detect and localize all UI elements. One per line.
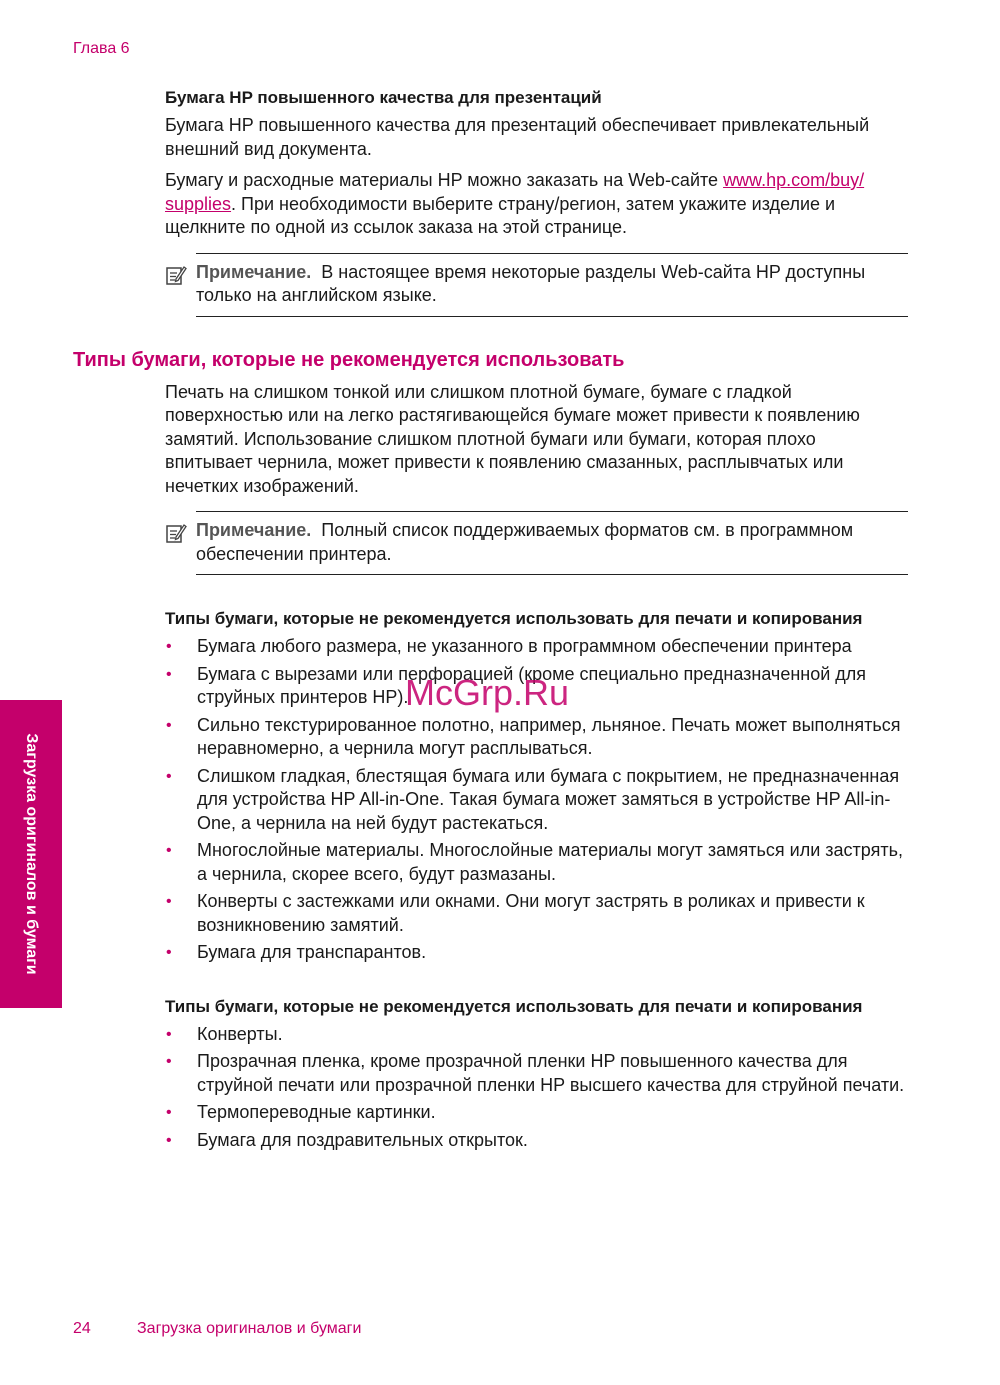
paragraph-text: Бумагу и расходные материалы HP можно заказать на Web-сайте — [165, 170, 724, 190]
paragraph-order-supplies — [165, 169, 908, 240]
section-heading-presentation-paper: Бумага HP повышенного качества для презентаций — [165, 88, 602, 107]
hp-supplies-link-continued[interactable]: supplies — [165, 193, 232, 214]
note-text: В настоящее время некоторые разделы Web-сайта HP доступны только на английском языке. — [196, 261, 866, 305]
watermark: McGrp.Ru — [405, 672, 570, 713]
chapter-label: Глава 6 — [73, 40, 130, 57]
bullet-list — [165, 1023, 908, 1153]
section-heading-not-recommended: Типы бумаги, которые не рекомендуется использовать — [73, 348, 625, 371]
note-label: Примечание. — [196, 520, 312, 540]
paragraph: Печать на слишком тонкой или слишком плотной бумаге, бумаге с гладкой поверхностью или на легко растягивающейся бумаге может привести к появлению замятий. Использование слишком плотной бумаги или бумаги, которая плохо впитывает чернила, может привести к появлению смазанных, расплывчатых или нечетких изображений. — [165, 381, 860, 496]
paragraph-text: . При необходимости выберите страну/регион, затем укажите изделие и щелкните по одной из ссылок заказа на этой странице. — [165, 193, 836, 237]
list-item: • Многослойные материалы. Многослойные материалы могут замяться или застрять, а чернила, скорее всего, будут размазаны. — [165, 839, 908, 886]
side-tab-label: Загрузка оригиналов и бумаги — [23, 733, 40, 975]
footer-section-title: Загрузка оригиналов и бумаги — [137, 1320, 362, 1337]
list-item: • Прозрачная пленка, кроме прозрачной пленки HP повышенного качества для струйной печати или прозрачной пленки HP высшего качества для струйной печати. — [165, 1050, 908, 1097]
note-box — [196, 511, 908, 575]
list-item: • Конверты. — [165, 1023, 908, 1047]
list-item: • Сильно текстурированное полотно, например, льняное. Печать может выполняться неравномерно, а чернила могут расплываться. — [165, 714, 908, 761]
page-footer — [73, 1320, 361, 1338]
list-item: • Слишком гладкая, блестящая бумага или бумага с покрытием, не предназначенная для устройства HP All-in-One. Такая бумага может замяться в устройстве HP All-in-One, а чернила на ней будут растекаться. — [165, 765, 908, 836]
note-label: Примечание. — [196, 261, 312, 282]
note-icon — [165, 264, 187, 286]
list-heading: Типы бумаги, которые не рекомендуется использовать для печати и копирования — [165, 996, 863, 1016]
list-item: • Бумага для транспарантов. — [165, 941, 908, 965]
note-box — [196, 253, 908, 317]
note-text: Полный список поддерживаемых форматов см. в программном обеспечении принтера. — [196, 520, 854, 564]
page-content — [73, 86, 908, 1156]
hp-supplies-link[interactable]: www.hp.com/buy/ — [723, 170, 865, 190]
list-heading: Типы бумаги, которые не рекомендуется использовать для печати и копирования — [165, 609, 863, 628]
paragraph: Бумага HP повышенного качества для презентаций обеспечивает привлекательный внешний вид документа. — [165, 115, 870, 159]
list-item: • Термопереводные картинки. — [165, 1101, 908, 1125]
page-number: 24 — [73, 1320, 91, 1337]
list-item: • Конверты с застежками или окнами. Они могут застрять в роликах и привести к возникновению замятий. — [165, 890, 908, 937]
list-item: • Бумага любого размера, не указанного в программном обеспечении принтера — [165, 635, 908, 659]
side-tab — [0, 700, 62, 1008]
list-item: • Бумага для поздравительных открыток. — [165, 1129, 908, 1153]
list-item: • Бумага с вырезами или перфорацией (кроме специально предназначенной для струйных принтеров HP). — [165, 663, 908, 710]
note-icon — [165, 522, 187, 544]
